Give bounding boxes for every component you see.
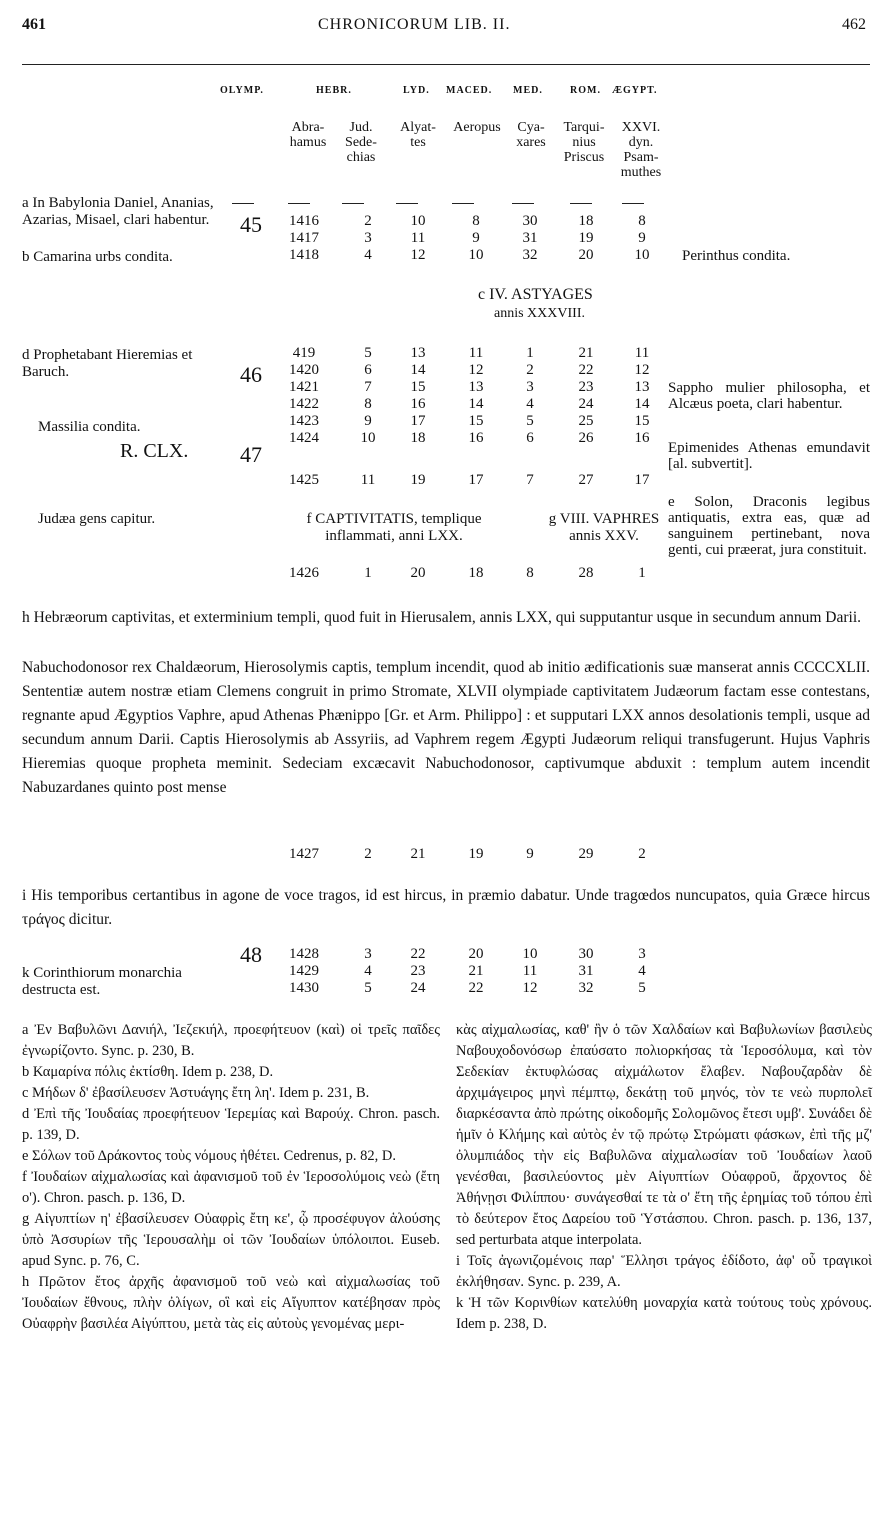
table-cell: 29 (578, 846, 594, 862)
table-cell: 10 (522, 946, 538, 962)
table-cell: 14 (410, 362, 426, 378)
table-cell: 17 (410, 413, 426, 429)
table-cell: 14 (634, 396, 650, 412)
table-cell: 32 (522, 247, 538, 263)
table-cell: 18 (410, 430, 426, 446)
table-cell: 10 (634, 247, 650, 263)
table-cell: 12 (522, 980, 538, 996)
table-cell: 1418 (289, 247, 319, 263)
table-cell: 18 (468, 565, 484, 581)
table-cell: 1422 (289, 396, 319, 412)
table-cell: 6 (364, 362, 372, 378)
table-cell: 21 (468, 963, 484, 979)
greek-note-d: d Ἐπὶ τῆς Ἰουδαίας προεφήτευον Ἱερεμίας καὶ Βαρούχ. Chron. pasch. p. 139, D. (22, 1106, 440, 1143)
table-cell: 3 (364, 230, 372, 246)
greek-notes-right (456, 1020, 872, 1335)
table-cell: 1423 (289, 413, 319, 429)
table-cell: 28 (578, 565, 594, 581)
table-cell: 17 (634, 472, 650, 488)
table-cell: 10 (468, 247, 484, 263)
table-cell: 15 (468, 413, 484, 429)
table-cell: 23 (578, 379, 594, 395)
paragraph-i: i His temporibus certantibus in agone de voce tragos, id est hircus, in præmio dabatur. Unde tragœdos nuncupatos, quia Græce hircus τράγος dicitur. (22, 887, 870, 928)
table-cell: 13 (634, 379, 650, 395)
table-cell: 4 (364, 963, 372, 979)
table-cell: 20 (468, 946, 484, 962)
table-cell: 5 (638, 980, 646, 996)
dash (288, 203, 310, 204)
table-cell: 3 (364, 946, 372, 962)
table-cell: 3 (638, 946, 646, 962)
ruler-sedechias: Jud. Sede- chias (345, 120, 377, 165)
table-cell: 1430 (289, 980, 319, 996)
greek-note-h: h Πρῶτον ἔτος ἀρχῆς ἀφανισμοῦ τοῦ νεὼ καὶ αἰχμαλωσίας τοῦ Ἰουδαίων ἔθνους, πλὴν ὀλίγων, οἳ καὶ εἰς Αἴγυπτον κατέβησαν πρὸς Οὐαφρὴν βασιλέα Αἰγύπτου, μετὰ τὰς εἰς αὐτοὺς γενομένας μερι- (22, 1274, 440, 1332)
table-cell: 1 (638, 565, 646, 581)
dash (512, 203, 534, 204)
running-title: CHRONICORUM LIB. II. (318, 16, 511, 33)
table-cell: 1428 (289, 946, 319, 962)
table-cell: 11 (634, 345, 650, 361)
table-cell: 8 (364, 396, 372, 412)
event-astyages-years: annis XXXVIII. (494, 306, 585, 321)
col-aegypt: ÆGYPT. (612, 85, 658, 96)
col-olymp: OLYMP. (220, 85, 264, 96)
table-cell: 22 (410, 946, 426, 962)
dash (342, 203, 364, 204)
note-perinthus: Perinthus condita. (682, 248, 791, 264)
table-cell: 5 (364, 980, 372, 996)
table-cell: 11 (468, 345, 484, 361)
event-vaphres: g VIII. VAPHRES annis XXV. (548, 511, 660, 544)
page-number-right: 462 (842, 16, 866, 33)
table-cell: 17 (468, 472, 484, 488)
greek-note-e: e Σόλων τοῦ Δράκοντος τοὺς νόμους ἠθέτει. Cedrenus, p. 82, D. (22, 1148, 397, 1164)
table-cell: 2 (364, 213, 372, 229)
greek-note-b: b Καμαρίνα πόλις ἐκτίσθη. Idem p. 238, D. (22, 1064, 274, 1080)
col-med: MED. (513, 85, 543, 96)
table-cell: 20 (578, 247, 594, 263)
table-cell: 2 (364, 846, 372, 862)
greek-note-f: f Ἰουδαίων αἰχμαλωσίας καὶ ἀφανισμοῦ τοῦ ἐν Ἱεροσολύμοις νεὼ (ἔτη ο'). Chron. pasch. p. 136, D. (22, 1169, 440, 1206)
table-cell: 6 (526, 430, 534, 446)
table-cell: 22 (578, 362, 594, 378)
dash (396, 203, 418, 204)
table-cell: 9 (364, 413, 372, 429)
table-cell: 5 (526, 413, 534, 429)
ruler-tarquinius: Tarqui- nius Priscus (563, 120, 605, 165)
table-cell: 13 (410, 345, 426, 361)
table-cell: 4 (526, 396, 534, 412)
table-cell: 1425 (289, 472, 319, 488)
table-cell: 12 (410, 247, 426, 263)
greek-note-c: c Μήδων δ' ἐβασίλευσεν Ἀστυάγης ἔτη λη'. Idem p. 231, B. (22, 1085, 370, 1101)
table-cell: 15 (634, 413, 650, 429)
col-rom: ROM. (570, 85, 601, 96)
table-cell: 11 (410, 230, 426, 246)
dash (452, 203, 474, 204)
col-hebr: HEBR. (316, 85, 352, 96)
ruler-alyattes: Alyat- tes (400, 120, 436, 150)
olympiad-45: 45 (240, 212, 262, 237)
table-cell: 9 (638, 230, 646, 246)
table-cell: 8 (526, 565, 534, 581)
table-cell: 24 (578, 396, 594, 412)
table-cell: 8 (638, 213, 646, 229)
table-cell: 1 (526, 345, 534, 361)
table-cell: 3 (526, 379, 534, 395)
table-cell: 12 (468, 362, 484, 378)
table-cell: 1426 (289, 565, 319, 581)
table-cell: 5 (364, 345, 372, 361)
ruler-psammuthes: XXVI. dyn. Psam- muthes (620, 120, 662, 180)
col-maced: MACED. (446, 85, 493, 96)
table-cell: 419 (292, 345, 316, 361)
header-rule (22, 64, 870, 65)
paragraph-h: h Hebræorum captivitas, et exterminium templi, quod fuit in Hierusalem, annis LXX, qui supputantur usque in secundum annum Darii. (22, 609, 861, 626)
table-cell: 19 (410, 472, 426, 488)
table-cell: 32 (578, 980, 594, 996)
table-cell: 23 (410, 963, 426, 979)
table-cell: 1424 (289, 430, 319, 446)
greek-notes-left (22, 1020, 440, 1335)
note-b: b Camarina urbs condita. (22, 249, 173, 265)
table-cell: 4 (638, 963, 646, 979)
dash (232, 203, 254, 204)
table-cell: 2 (638, 846, 646, 862)
olympiad-46: 46 (240, 362, 262, 387)
ruler-cyaxares: Cya- xares (516, 120, 546, 150)
table-cell: 16 (468, 430, 484, 446)
greek-note-i: i Τοῖς ἀγωνιζομένοις παρ' Ἕλλησι τράγος ἐδίδοτο, ἀφ' οὗ τραγικοὶ ἐκλήθησαν. Sync. p. 239, A. (456, 1253, 872, 1290)
table-cell: 4 (364, 247, 372, 263)
table-cell: 10 (410, 213, 426, 229)
table-cell: 18 (578, 213, 594, 229)
ruler-aeropus: Aeropus (453, 120, 501, 135)
note-massilia: Massilia condita. (38, 419, 141, 435)
table-cell: 30 (522, 213, 538, 229)
table-cell: 1427 (289, 846, 319, 862)
table-cell: 1429 (289, 963, 319, 979)
greek-note-a: a Ἐν Βαβυλῶνι Δανιήλ, Ἰεζεκιήλ, προεφήτευον (καὶ) οἱ τρεῖς παῖδες ἐγνωρίζοντο. Sync. p. 230, B. (22, 1022, 440, 1059)
table-cell: 1421 (289, 379, 319, 395)
table-cell: 1417 (289, 230, 319, 246)
table-cell: 16 (634, 430, 650, 446)
note-a: a In Babylonia Daniel, Ananias, Azarias, Misael, clari habentur. (22, 195, 214, 228)
table-cell: 9 (526, 846, 534, 862)
note-solon: e Solon, Draconis legibus antiquatis, extra eas, quæ ad sanguinem pertinebant, nova genti, cui præerat, jura constituit. (668, 494, 870, 558)
greek-note-g: g Αἰγυπτίων η' ἐβασίλευσεν Οὐαφρὶς ἔτη κε', ᾧ προσέφυγον ἁλούσης ὑπὸ Ἀσσυρίων τῆς Ἱερουσαλὴμ οἱ τῶν Ἰουδαίων ὑπόλοιποι. Euseb. apud Sync. p. 76, C. (22, 1211, 440, 1269)
table-cell: 1420 (289, 362, 319, 378)
greek-note-k: k Ἡ τῶν Κορινθίων κατελύθη μοναρχία κατὰ τούτους τοὺς χρόνους. Idem p. 238, D. (456, 1295, 872, 1332)
table-cell: 13 (468, 379, 484, 395)
note-k: k Corinthiorum monarchia destructa est. (22, 965, 182, 998)
dash (622, 203, 644, 204)
table-cell: 19 (578, 230, 594, 246)
table-cell: 21 (410, 846, 426, 862)
note-rclx: R. CLX. (120, 440, 189, 462)
table-cell: 10 (360, 430, 376, 446)
note-sappho: Sappho mulier philosopha, et Alcæus poeta, clari habentur. (668, 380, 870, 412)
table-cell: 19 (468, 846, 484, 862)
paragraph-nabuchodonosor: Nabuchodonosor rex Chaldæorum, Hierosolymis captis, templum incendit, quod ab initio ædificationis suæ manserat annis CCCCXLII. Sententiæ autem nostræ etiam Clemens congruit in primo Stromate, XLVII olympiade captivitatem Judæorum factam esse contestans, regnante apud Ægyptios Vaphre, apud Athenas Phænippo [Gr. et Arm. Philippo] : et supputari LXX annos desolationis templi, usque ad secundum annum Darii. Captis Hierosolymis ab Assyriis, ad Vaphrem regem Ægypti Judæorum reliqui transfugerunt. Hujus Vaphris Hieremias quoque propheta meminit. Sedeciam excæcavit Nabuchodonosor, captivumque abduxit : templum autem incendit Nabuzardanes quinto post mense (22, 659, 870, 796)
table-cell: 12 (634, 362, 650, 378)
table-cell: 30 (578, 946, 594, 962)
table-cell: 21 (578, 345, 594, 361)
olympiad-47: 47 (240, 442, 262, 467)
table-cell: 15 (410, 379, 426, 395)
note-judaea: Judæa gens capitur. (38, 511, 156, 527)
olympiad-48: 48 (240, 942, 262, 967)
col-lyd: LYD. (403, 85, 430, 96)
table-cell: 26 (578, 430, 594, 446)
table-cell: 16 (410, 396, 426, 412)
table-cell: 1 (364, 565, 372, 581)
table-cell: 9 (472, 230, 480, 246)
table-cell: 31 (522, 230, 538, 246)
event-astyages: c IV. ASTYAGES (478, 286, 593, 303)
table-cell: 8 (472, 213, 480, 229)
table-cell: 1416 (289, 213, 319, 229)
event-captivitas: f CAPTIVITATIS, templique inflammati, anni LXX. (306, 511, 482, 544)
table-cell: 25 (578, 413, 594, 429)
note-d: d Prophetabant Hieremias et Baruch. (22, 347, 193, 380)
table-cell: 20 (410, 565, 426, 581)
table-cell: 24 (410, 980, 426, 996)
table-cell: 7 (364, 379, 372, 395)
table-cell: 14 (468, 396, 484, 412)
table-cell: 7 (526, 472, 534, 488)
greek-note-h-cont: κὰς αἰχμαλωσίας, καθ' ἣν ὁ τῶν Χαλδαίων καὶ Βαβυλωνίων βασιλεὺς Ναβουχοδονόσωρ ἐπαύσατο πολιορκήσας τὰ Ἱεροσόλυμα, καὶ τὸν Σεδεκίαν ἐκτυφλώσας αἰχμάλωτον ἔλαβεν. Ναβουζαρδὰν δὲ ἀρχιμάγειρος μηνὶ πέμπτῳ, δεκάτῃ τοῦ μηνός, τὸν τε νεὼ πυρπολεῖ διαρκέσαντα ἀπὸ πρώτης οἰκοδομῆς Σολομῶνος ἔτεσι υμβ'. Συνάδει δὲ ἡμῖν ὁ Κλήμης καὶ αὐτὸς ἐν τῷ πρώτῳ Στρώματι φάσκων, ἐπὶ τῆς μζ' ὀλυμπιάδος τὴν εἰς Βαβυλῶνα αἰχμαλωσίαν τοῦ Ἰουδαίων λαοῦ γενέσθαι, βασιλεύοντος μὲν Αἰγυπτίων Οὐαφροῦ, ἄρχοντος δὲ Ἀθήνῃσι Φιλίππου· συνάγεσθαί τε τὰ ο' ἔτη τῆς ἐρημίας τοῦ τόπου ἐπὶ τὸ δεύτερον ἔτος Δαρείου τοῦ Ὑστάσπου. Chron. pasch. p. 136, 137, sed perturbata atque interpolata. (456, 1022, 872, 1248)
dash (570, 203, 592, 204)
table-cell: 22 (468, 980, 484, 996)
page-number-left: 461 (22, 16, 46, 33)
table-cell: 31 (578, 963, 594, 979)
table-cell: 27 (578, 472, 594, 488)
note-epimenides: Epimenides Athenas emundavit [al. subvertit]. (668, 440, 870, 472)
table-cell: 11 (360, 472, 376, 488)
table-cell: 2 (526, 362, 534, 378)
table-cell: 11 (522, 963, 538, 979)
ruler-abrahamus: Abra- hamus (289, 120, 327, 150)
